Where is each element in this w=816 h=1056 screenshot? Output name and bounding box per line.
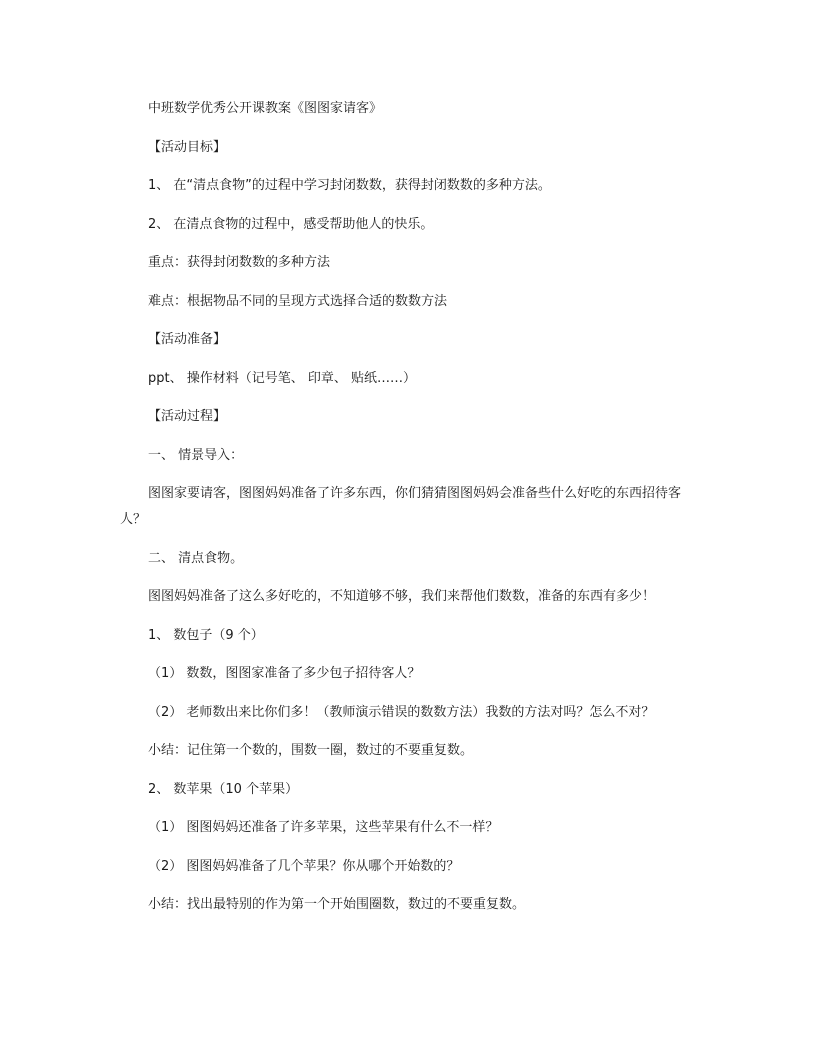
apples-summary: 小结：找出最特别的作为第一个开始围圈数，数过的不要重复数。 <box>148 897 526 912</box>
substep-apples: 2、 数苹果（10 个苹果） <box>148 781 299 797</box>
section-heading-preparation: 【活动准备】 <box>148 332 227 347</box>
buns-question-2: （2） 老师数出来比你们多！（教师演示错误的数数方法）我数的方法对吗？怎么不对？ <box>148 704 655 720</box>
step-heading-intro: 一、 情景导入： <box>148 447 244 463</box>
buns-question-1: （1） 数数，图图家准备了多少包子招待客人？ <box>148 666 421 681</box>
step-heading-count-food: 二、 清点食物。 <box>148 550 244 566</box>
section-heading-process: 【活动过程】 <box>148 409 227 424</box>
preparation-materials: ppt、 操作材料（记号笔、 印章、 贴纸……） <box>148 370 416 386</box>
buns-summary: 小结：记住第一个数的，围数一圈，数过的不要重复数。 <box>148 743 474 758</box>
difficult-point: 难点：根据物品不同的呈现方式选择合适的数数方法 <box>148 293 448 309</box>
apples-question-1: （1） 图图妈妈还准备了许多苹果，这些苹果有什么不一样？ <box>148 820 499 835</box>
goal-item-1: 1、 在“清点食物”的过程中学习封闭数数，获得封闭数数的多种方法。 <box>148 178 551 193</box>
apples-question-2: （2） 图图妈妈准备了几个苹果？你从哪个开始数的？ <box>148 858 460 874</box>
intro-paragraph: 图图家要请客，图图妈妈准备了许多东西，你们猜猜图图妈妈会准备些什么好吃的东西招待客人？ <box>120 486 682 527</box>
document-body <box>120 96 695 931</box>
goal-item-2: 2、 在清点食物的过程中，感受帮助他人的快乐。 <box>148 216 434 232</box>
substep-buns: 1、 数包子（9 个） <box>148 627 264 643</box>
document-title: 中班数学优秀公开课教案《图图家请客》 <box>148 101 383 116</box>
count-food-paragraph: 图图妈妈准备了这么多好吃的，不知道够不够，我们来帮他们数数，准备的东西有多少！ <box>148 589 656 604</box>
section-heading-goals: 【活动目标】 <box>148 139 227 155</box>
key-point: 重点：获得封闭数数的多种方法 <box>148 255 331 270</box>
